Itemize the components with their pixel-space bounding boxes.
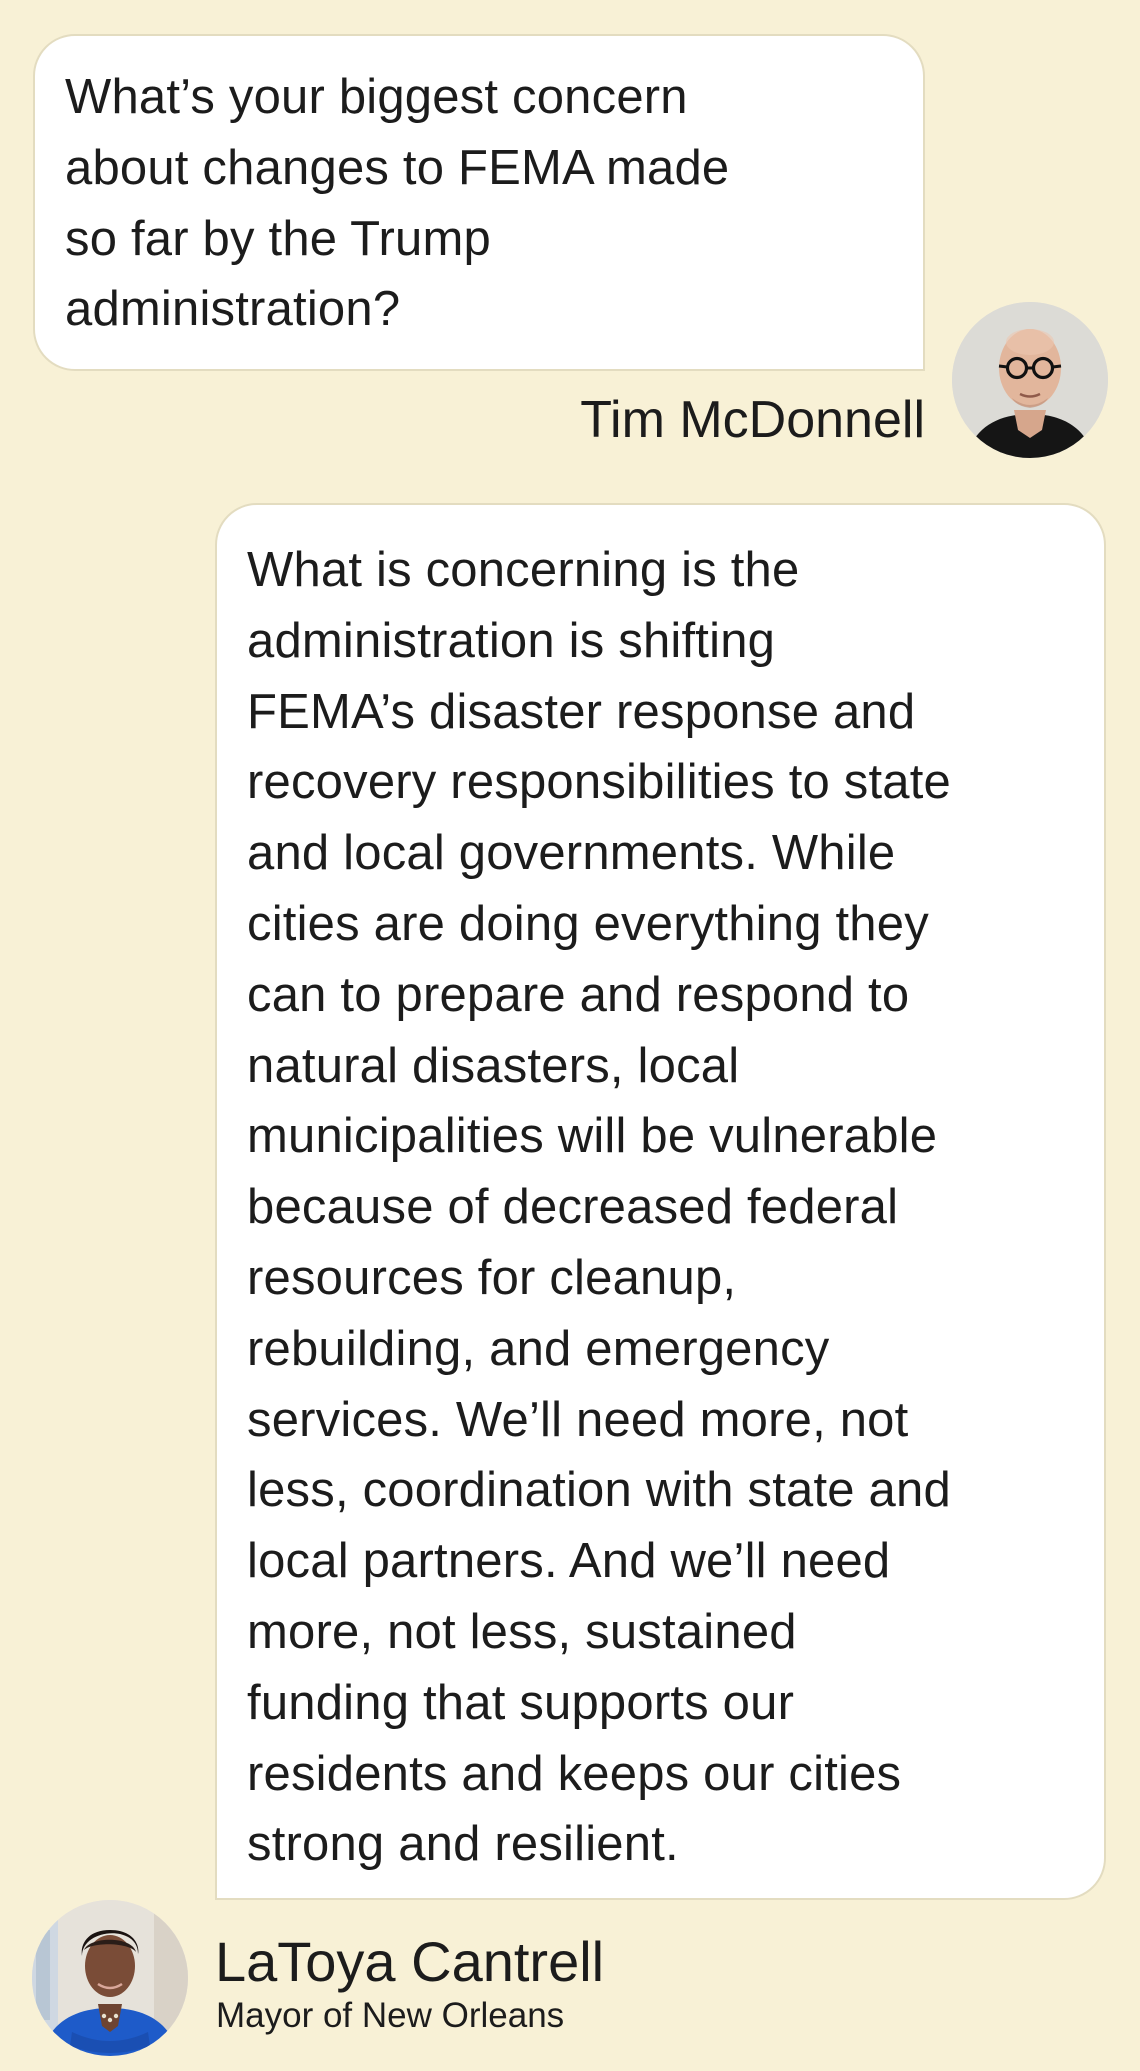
interviewer-name: Tim McDonnell [580, 391, 925, 449]
responder-avatar [32, 1900, 188, 2056]
answer-line: and local governments. While [247, 826, 896, 881]
answer-line: cities are doing everything they [247, 896, 929, 951]
responder-name: LaToya Cantrell [215, 1930, 605, 1993]
question-bubble [33, 34, 925, 371]
question-line: so far by the Trump [65, 211, 491, 266]
answer-line: strong and resilient. [247, 1817, 679, 1872]
interviewer-avatar [952, 302, 1108, 458]
answer-line: less, coordination with state and [247, 1463, 951, 1518]
answer-line: services. We’ll need more, not [247, 1392, 909, 1447]
answer-line: local partners. And we’ll need [247, 1534, 891, 1589]
answer-line: resources for cleanup, [247, 1250, 737, 1305]
answer-line: FEMA’s disaster response and [247, 684, 916, 739]
answer-line: funding that supports our [247, 1675, 795, 1730]
answer-line: municipalities will be vulnerable [247, 1109, 938, 1164]
responder-title: Mayor of New Orleans [216, 1996, 565, 2035]
answer-line: natural disasters, local [247, 1038, 740, 1093]
answer-line: because of decreased federal [247, 1180, 899, 1235]
question-line: about changes to FEMA made [65, 140, 730, 195]
answer-line: recovery responsibilities to state [247, 755, 951, 810]
question-line: What’s your biggest concern [65, 70, 688, 124]
answer-line: residents and keeps our cities [247, 1746, 902, 1801]
answer-line: more, not less, sustained [247, 1604, 797, 1659]
answer-line: rebuilding, and emergency [247, 1321, 830, 1376]
answer-line: administration is shifting [247, 613, 776, 668]
question-line: administration? [65, 282, 401, 337]
answer-line: What is concerning is the [247, 543, 800, 597]
answer-bubble [215, 503, 1106, 1900]
answer-line: can to prepare and respond to [247, 967, 910, 1022]
